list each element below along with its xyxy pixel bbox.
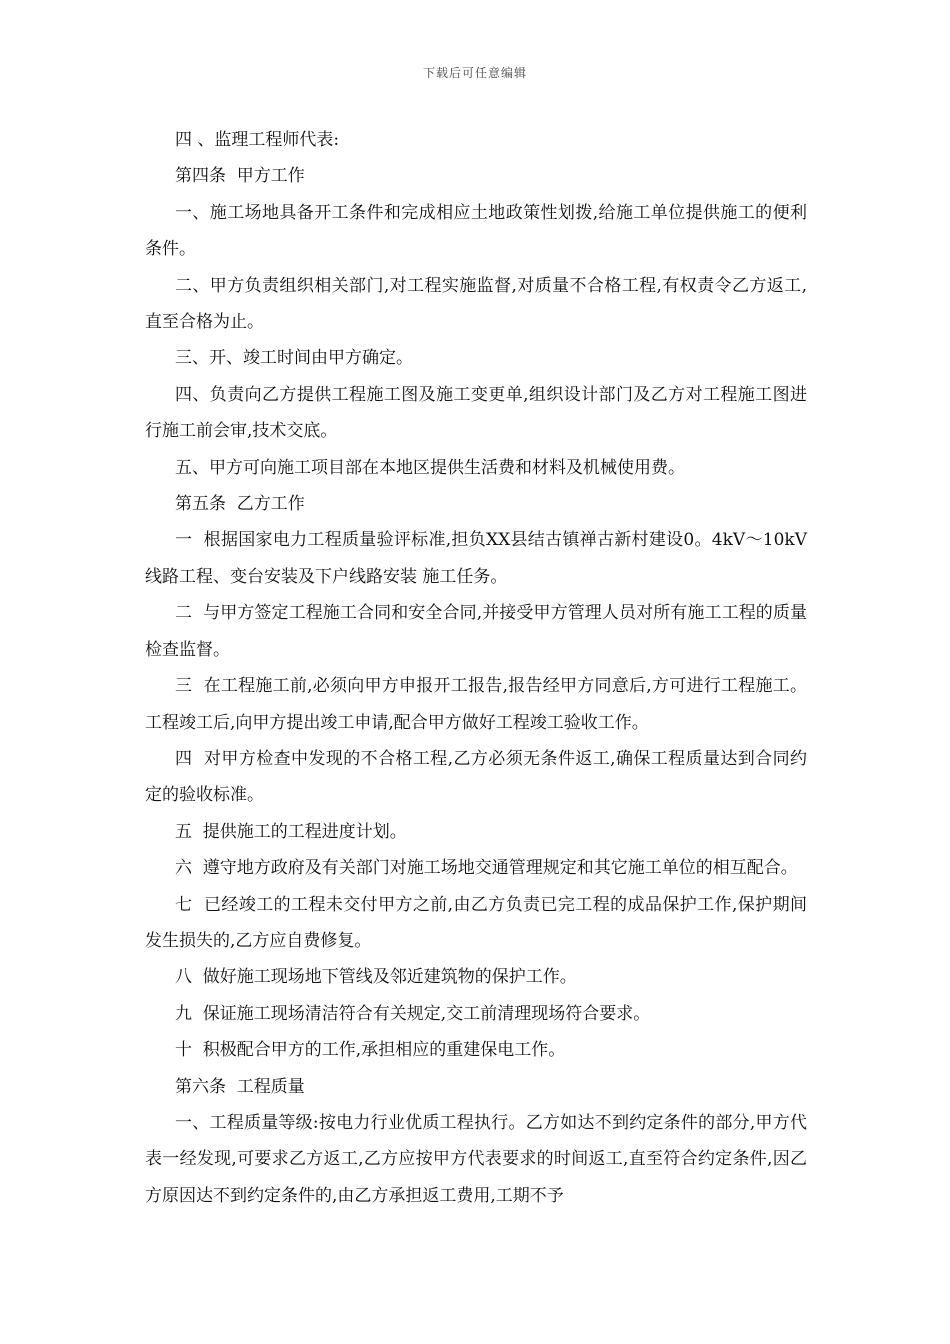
paragraph: 九 保证施工现场清洁符合有关规定,交工前清理现场符合要求。 bbox=[175, 1003, 651, 1024]
paragraph: 一、工程质量等级:按电力行业优质工程执行。乙方如达不到约定条件的部分,甲方代表一经发现,可要求乙方返工,乙方应按甲方代表要求的时间返工,直至符合约定条件,因乙方原因达不到约定条件的,由乙方承担返工费用,工期不予 bbox=[145, 1112, 807, 1206]
paragraph: 五、甲方可向施工项目部在本地区提供生活费和材料及机械使用费。 bbox=[175, 457, 685, 478]
paragraph: 二 与甲方签定工程施工合同和安全合同,并接受甲方管理人员对所有施工工程的质量检查监督。 bbox=[145, 603, 807, 660]
section-heading: 第四条 甲方工作 bbox=[175, 166, 305, 187]
paragraph: 一 根据国家电力工程质量验评标准,担负XX县结古镇禅古新村建设0。4kV～10kV线路工程、变台安装及下户线路安装 施工任务。 bbox=[145, 530, 807, 587]
paragraph: 四 对甲方检查中发现的不合格工程,乙方必须无条件返工,确保工程质量达到合同约定的验收标准。 bbox=[145, 748, 807, 806]
paragraph: 五 提供施工的工程进度计划。 bbox=[175, 821, 407, 842]
paragraph: 十 积极配合甲方的工作,承担相应的重建保电工作。 bbox=[175, 1040, 566, 1061]
paragraph: 二、甲方负责组织相关部门,对工程实施监督,对质量不合格工程,有权责令乙方返工,直至合格为止。 bbox=[145, 275, 807, 333]
section-heading: 第六条 工程质量 bbox=[175, 1076, 305, 1097]
paragraph: 四、负责向乙方提供工程施工图及施工变更单,组织设计部门及乙方对工程施工图进行施工前会审,技术交底。 bbox=[145, 384, 807, 442]
section-heading: 第五条 乙方工作 bbox=[175, 494, 305, 515]
paragraph: 三、开、竣工时间由甲方确定。 bbox=[175, 348, 413, 369]
paragraph: 一、施工场地具备开工条件和完成相应土地政策性划拨,给施工单位提供施工的便利条件。 bbox=[145, 202, 807, 260]
paragraph: 三 在工程施工前,必须向甲方申报开工报告,报告经甲方同意后,方可进行工程施工。工程竣工后,向甲方提出竣工申请,配合甲方做好工程竣工验收工作。 bbox=[145, 676, 807, 733]
paragraph: 七 已经竣工的工程未交付甲方之前,由乙方负责已完工程的成品保护工作,保护期间发生损失的,乙方应自费修复。 bbox=[145, 894, 807, 951]
page-header-note: 下载后可任意编辑 bbox=[422, 66, 527, 80]
paragraph: 六 遵守地方政府及有关部门对施工场地交通管理规定和其它施工单位的相互配合。 bbox=[175, 858, 798, 879]
document-body bbox=[145, 122, 807, 1214]
paragraph: 八 做好施工现场地下管线及邻近建筑物的保护工作。 bbox=[175, 967, 577, 988]
paragraph: 四 、监理工程师代表: bbox=[175, 130, 340, 150]
